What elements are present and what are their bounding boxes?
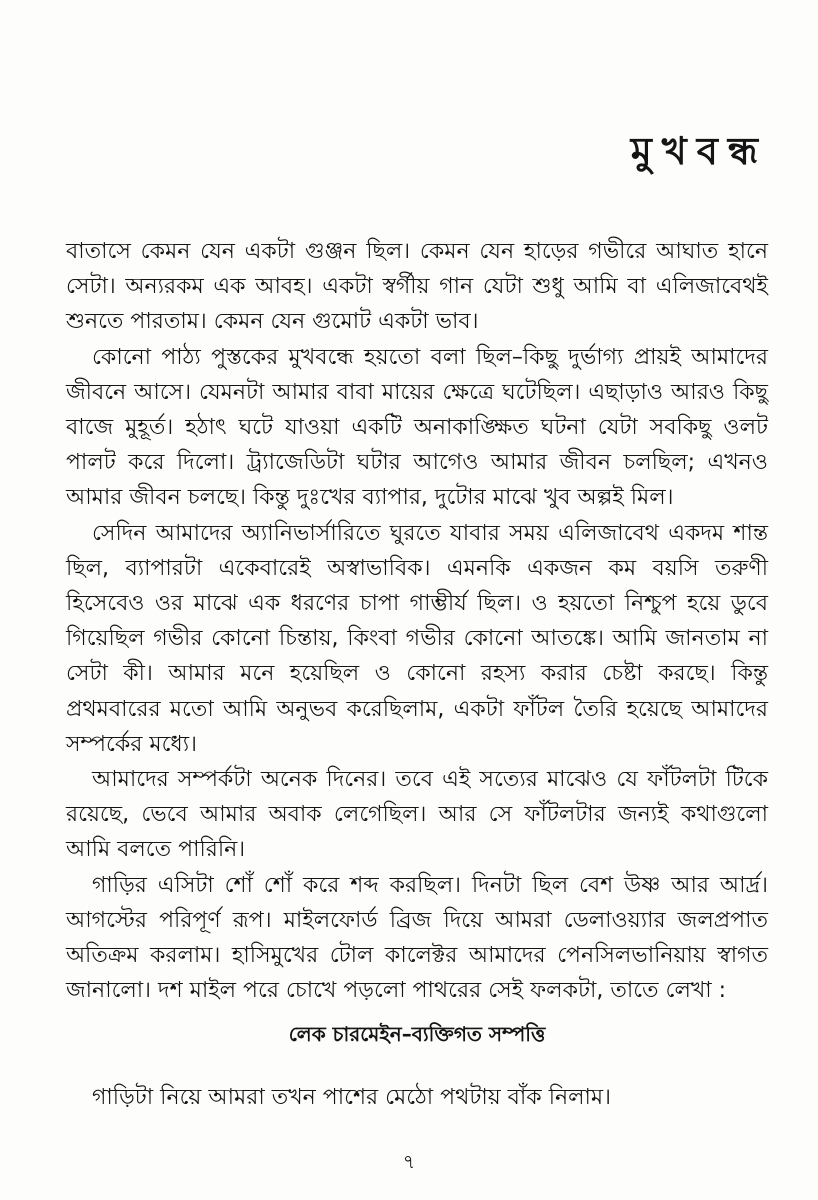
signboard-text: লেক চারমেইন–ব্যক্তিগত সম্পত্তি xyxy=(288,1022,546,1046)
paragraph: বাতাসে কেমন যেন একটা গুঞ্জন ছিল। কেমন যেন হাড়ের গভীরে আঘাত হানে সেটা। অন্যরকম এক আবহ। একটা স্বর্গীয় গান যেটা শুধু আমি বা এলিজাবেথই শুনতে পারতাম। কেমন যেন গুমোট একটা ভাব। xyxy=(66,239,768,335)
closing-line: গাড়িটা নিয়ে আমরা তখন পাশের মেঠো পথটায় বাঁক নিলাম। xyxy=(92,1085,611,1110)
paragraph: গাড়ির এসিটা শোঁ শোঁ করে শব্দ করছিল। দিনটা ছিল বেশ উষ্ণ আর আর্দ্র। আগস্টের পরিপূর্ণ রূপ। মাইলফোর্ড ব্রিজ দিয়ে আমরা ডেলাওয়্যার জলপ্রপাত অতিক্রম করলাম। হাসিমুখের টোল কালেক্টর আমাদের পেনসিলভানিয়ায় স্বাগত জানালো। দশ মাইল পরে চোখে পড়লো পাথরের সেই ফলকটা, তাতে লেখা : xyxy=(66,872,768,1004)
paragraph: সেদিন আমাদের অ্যানিভার্সারিতে ঘুরতে যাবার সময় এলিজাবেথ একদম শান্ত ছিল, ব্যাপারটা একেবারেই অস্বাভাবিক। এমনকি একজন কম বয়সি তরুণী হিসেবেও ওর মাঝে এক ধরণের চাপা গাম্ভীর্য ছিল। ও হয়তো নিশ্চুপ হয়ে ডুবে গিয়েছিল গভীর কোনো চিন্তায়, কিংবা গভীর কোনো আতঙ্কে। আমি জানতাম না সেটা কী। আমার মনে হয়েছিল ও কোনো রহস্য করার চেষ্টা করছে। কিন্তু প্রথমবারের মতো আমি অনুভব করেছিলাম, একটা ফাঁটল তৈরি হয়েছে আমাদের সম্পর্কের মধ্যে। xyxy=(66,520,768,757)
paragraph: কোনো পাঠ্য পুস্তকের মুখবন্ধে হয়তো বলা ছিল–কিছু দুর্ভাগ্য প্রায়ই আমাদের জীবনে আসে। যেমনটা আমার বাবা মায়ের ক্ষেত্রে ঘটেছিল। এছাড়াও আরও কিছু বাজে মুহূর্ত। হঠাৎ ঘটে যাওয়া একটি অনাকাঙ্ক্ষিত ঘটনা যেটা সবকিছু ওলট পালট করে দিলো। ট্র্যাজেডিটা ঘটার আগেও আমার জীবন চলছিল; এখনও আমার জীবন চলছে। কিন্তু দুঃখের ব্যাপার, দুটোর মাঝে খুব অল্পই মিল। xyxy=(66,344,768,511)
paragraph: আমাদের সম্পর্কটা অনেক দিনের। তবে এই সত্যের মাঝেও যে ফাঁটলটা টিকে রয়েছে, ভেবে আমার অবাক লেগেছিল। আর সে ফাঁটলটার জন্যই কথাগুলো আমি বলতে পারিনি। xyxy=(66,767,768,863)
body-text xyxy=(66,234,768,1008)
page-number: ৭ xyxy=(402,1151,416,1173)
chapter-title: মুখবন্ধ xyxy=(630,129,768,173)
